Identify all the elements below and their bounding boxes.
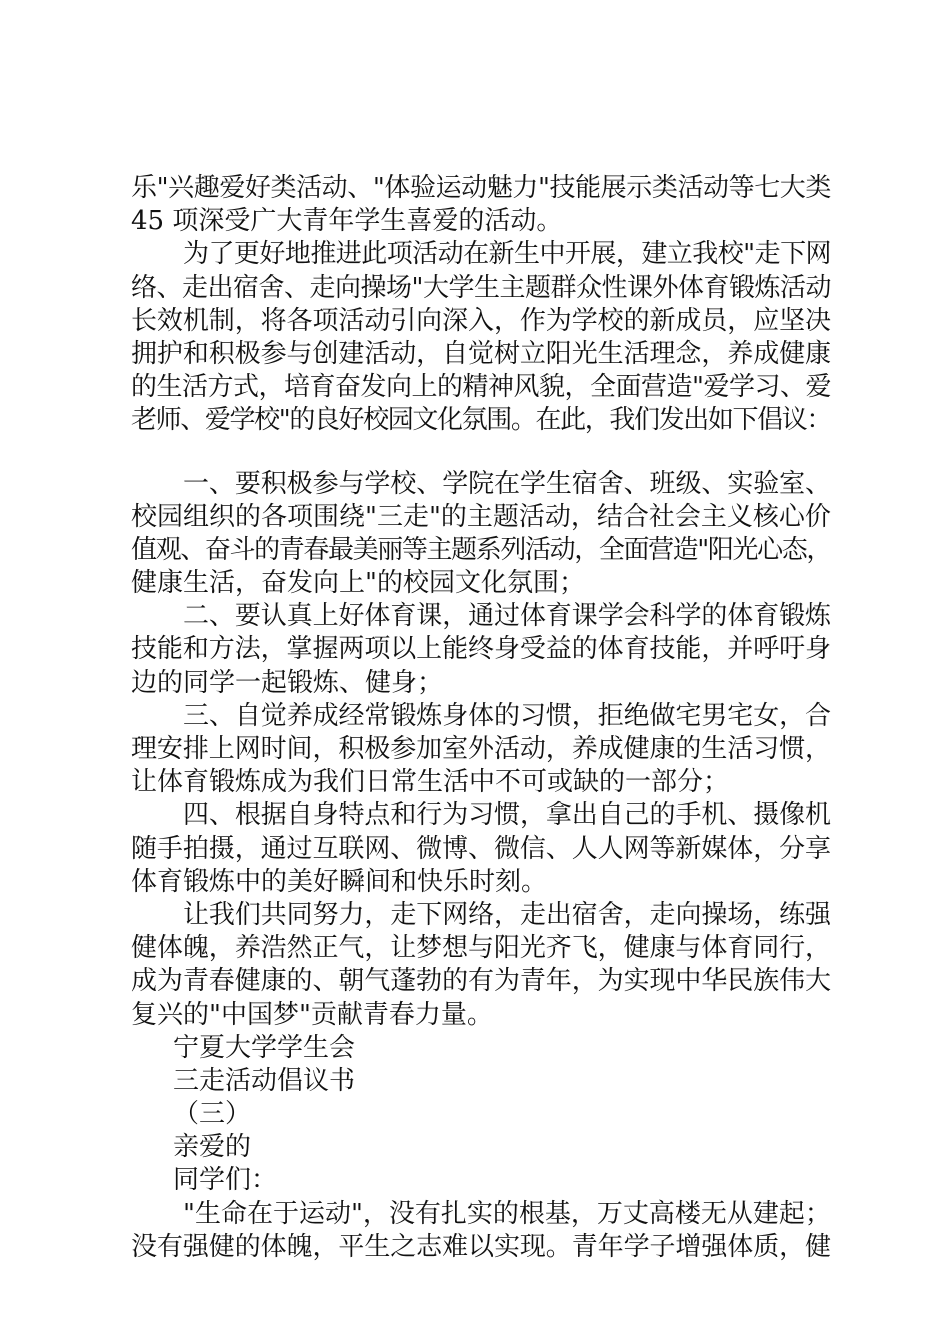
text-line: 技能和方法，掌握两项以上能终身受益的体育技能，并呼吁身 [131,634,831,665]
text-line: 45 项深受广大青年学生喜爱的活动。 [131,206,563,237]
document-body [131,172,831,1264]
proposal-item-two: 二、要认真上好体育课，通过体育课学会科学的体育锻炼 [183,601,831,632]
proposal-item-four: 四、根据自身特点和行为习惯，拿出自己的手机、摄像机 [183,800,831,831]
section-title: 三走活动倡议书 [173,1065,356,1096]
text-line: 络、走出宿舍、走向操场"大学生主题群众性课外体育锻炼活动 [131,272,831,303]
text-line: 健康生活，奋发向上"的校园文化氛围； [131,568,585,599]
text-line: 边的同学一起锻炼、健身； [131,667,444,698]
text-line: 老师、爱学校"的良好校园文化氛围。在此，我们发出如下倡议： [131,405,831,436]
text-line: 的生活方式，培育奋发向上的精神风貌，全面营造"爱学习、爱 [131,372,831,403]
paragraph-start-line: 为了更好地推进此项活动在新生中开展，建立我校"走下网 [183,239,831,270]
text-line: 长效机制，将各项活动引向深入，作为学校的新成员，应坚决 [131,305,831,336]
text-line: 校园组织的各项围绕"三走"的主题活动，结合社会主义核心价 [131,501,831,532]
paragraph-gap [131,438,831,468]
text-line: 没有强健的体魄，平生之志难以实现。青年学子增强体质，健 [131,1231,831,1262]
paragraph-start-line: "生命在于运动"，没有扎实的根基，万丈高楼无从建起； [183,1198,831,1229]
text-line: 体育锻炼中的美好瞬间和快乐时刻。 [131,866,548,897]
closing-paragraph: 让我们共同努力，走下网络，走出宿舍，走向操场，练强 [183,899,831,930]
proposal-item-one: 一、要积极参与学校、学院在学生宿舍、班级、实验室、 [183,468,831,499]
salutation: 亲爱的 [173,1132,252,1163]
salutation: 同学们： [173,1165,278,1196]
text-line: 理安排上网时间，积极参加室外活动，养成健康的生活习惯， [131,734,831,764]
text-line: 值观、奋斗的青春最美丽等主题系列活动，全面营造"阳光心态， [131,534,831,565]
proposal-item-three: 三、自觉养成经常锻炼身体的习惯，拒绝做宅男宅女，合 [183,700,831,731]
text-line: 让体育锻炼成为我们日常生活中不可或缺的一部分； [131,767,730,798]
text-line: 成为青春健康的、朝气蓬勃的有为青年，为实现中华民族伟大 [131,966,831,997]
text-line: 拥护和积极参与创建活动，自觉树立阳光生活理念，养成健康 [131,338,831,369]
text-line: 随手拍摄，通过互联网、微博、微信、人人网等新媒体，分享 [131,833,831,864]
text-line: 复兴的"中国梦"贡献青春力量。 [131,999,493,1030]
signature-org: 宁夏大学学生会 [173,1032,356,1063]
text-line: 健体魄，养浩然正气，让梦想与阳光齐飞，健康与体育同行， [131,933,831,964]
section-number: （三） [173,1099,252,1130]
text-line: 乐"兴趣爱好类活动、"体验运动魅力"技能展示类活动等七大类 [131,173,831,203]
